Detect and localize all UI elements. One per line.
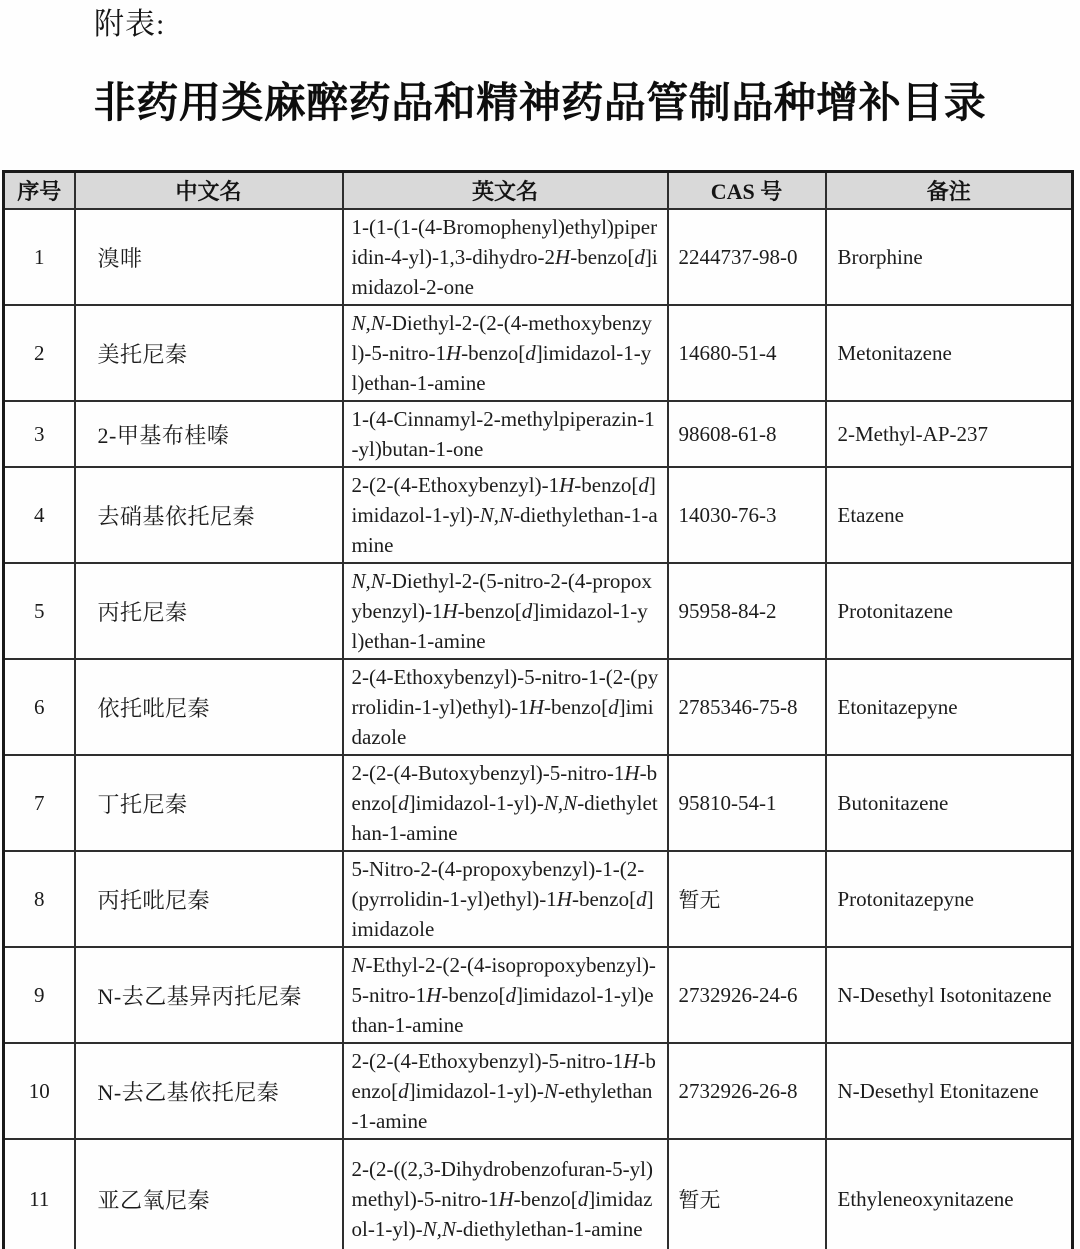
english-name-cell: 1-(4-Cinnamyl-2-methylpiperazin-1-yl)butan-1-one	[343, 401, 668, 467]
table-row	[4, 947, 1073, 1043]
cas-number-cell: 98608-61-8	[668, 401, 826, 467]
header-cell-number: 序号	[4, 172, 75, 210]
chinese-name-cell: 亚乙氧尼秦	[75, 1139, 343, 1249]
cas-number-cell: 2732926-24-6	[668, 947, 826, 1043]
cas-number-cell: 暂无	[668, 1139, 826, 1249]
remark-cell: Etonitazepyne	[826, 659, 1073, 755]
catalog-table-body	[4, 209, 1073, 1249]
remark-cell: Butonitazene	[826, 755, 1073, 851]
english-name-cell: N-Ethyl-2-(2-(4-isopropoxybenzyl)-5-nitro-1H-benzo[d]imidazol-1-yl)ethan-1-amine	[343, 947, 668, 1043]
row-number-cell: 5	[4, 563, 75, 659]
cas-number-cell: 95958-84-2	[668, 563, 826, 659]
chinese-name-cell: 丙托吡尼秦	[75, 851, 343, 947]
row-number-cell: 1	[4, 209, 75, 305]
english-name-cell: 2-(2-(4-Ethoxybenzyl)-1H-benzo[d]imidazol-1-yl)-N,N-diethylethan-1-amine	[343, 467, 668, 563]
remark-cell: 2-Methyl-AP-237	[826, 401, 1073, 467]
english-name-cell: 1-(1-(1-(4-Bromophenyl)ethyl)piperidin-4-yl)-1,3-dihydro-2H-benzo[d]imidazol-2-one	[343, 209, 668, 305]
header-cell-chinese-name: 中文名	[75, 172, 343, 210]
row-number-cell: 6	[4, 659, 75, 755]
header-cell-english-name: 英文名	[343, 172, 668, 210]
table-row	[4, 1139, 1073, 1249]
remark-cell: Etazene	[826, 467, 1073, 563]
remark-cell: Metonitazene	[826, 305, 1073, 401]
table-row	[4, 659, 1073, 755]
english-name-cell: 5-Nitro-2-(4-propoxybenzyl)-1-(2-(pyrrolidin-1-yl)ethyl)-1H-benzo[d]imidazole	[343, 851, 668, 947]
row-number-cell: 8	[4, 851, 75, 947]
english-name-cell: 2-(4-Ethoxybenzyl)-5-nitro-1-(2-(pyrrolidin-1-yl)ethyl)-1H-benzo[d]imidazole	[343, 659, 668, 755]
row-number-cell: 10	[4, 1043, 75, 1139]
table-row	[4, 755, 1073, 851]
row-number-cell: 7	[4, 755, 75, 851]
row-number-cell: 4	[4, 467, 75, 563]
row-number-cell: 2	[4, 305, 75, 401]
remark-cell: Protonitazene	[826, 563, 1073, 659]
remark-cell: Brorphine	[826, 209, 1073, 305]
english-name-cell: N,N-Diethyl-2-(2-(4-methoxybenzyl)-5-nitro-1H-benzo[d]imidazol-1-yl)ethan-1-amine	[343, 305, 668, 401]
table-row	[4, 467, 1073, 563]
chinese-name-cell: N-去乙基依托尼秦	[75, 1043, 343, 1139]
header-cell-remark: 备注	[826, 172, 1073, 210]
catalog-table	[2, 170, 1074, 1249]
remark-cell: Protonitazepyne	[826, 851, 1073, 947]
remark-cell: N-Desethyl Etonitazene	[826, 1043, 1073, 1139]
cas-number-cell: 2785346-75-8	[668, 659, 826, 755]
chinese-name-cell: N-去乙基异丙托尼秦	[75, 947, 343, 1043]
header-row	[4, 172, 1073, 210]
row-number-cell: 3	[4, 401, 75, 467]
chinese-name-cell: 2-甲基布桂嗪	[75, 401, 343, 467]
chinese-name-cell: 丁托尼秦	[75, 755, 343, 851]
table-row	[4, 401, 1073, 467]
table-row	[4, 209, 1073, 305]
remark-cell: Ethyleneoxynitazene	[826, 1139, 1073, 1249]
chinese-name-cell: 美托尼秦	[75, 305, 343, 401]
english-name-cell: 2-(2-((2,3-Dihydrobenzofuran-5-yl)methyl)-5-nitro-1H-benzo[d]imidazol-1-yl)-N,N-diethylethan-1-amine	[343, 1139, 668, 1249]
cas-number-cell: 2732926-26-8	[668, 1043, 826, 1139]
header-cell-cas-number: CAS 号	[668, 172, 826, 210]
remark-cell: N-Desethyl Isotonitazene	[826, 947, 1073, 1043]
cas-number-cell: 2244737-98-0	[668, 209, 826, 305]
chinese-name-cell: 丙托尼秦	[75, 563, 343, 659]
cas-number-cell: 95810-54-1	[668, 755, 826, 851]
cas-number-cell: 暂无	[668, 851, 826, 947]
english-name-cell: 2-(2-(4-Butoxybenzyl)-5-nitro-1H-benzo[d]imidazol-1-yl)-N,N-diethylethan-1-amine	[343, 755, 668, 851]
cas-number-cell: 14680-51-4	[668, 305, 826, 401]
english-name-cell: N,N-Diethyl-2-(5-nitro-2-(4-propoxybenzyl)-1H-benzo[d]imidazol-1-yl)ethan-1-amine	[343, 563, 668, 659]
chinese-name-cell: 依托吡尼秦	[75, 659, 343, 755]
row-number-cell: 9	[4, 947, 75, 1043]
attachment-label: 附表:	[94, 8, 166, 41]
table-row	[4, 1043, 1073, 1139]
chinese-name-cell: 溴啡	[75, 209, 343, 305]
cas-number-cell: 14030-76-3	[668, 467, 826, 563]
table-row	[4, 563, 1073, 659]
row-number-cell: 11	[4, 1139, 75, 1249]
chinese-name-cell: 去硝基依托尼秦	[75, 467, 343, 563]
table-row	[4, 851, 1073, 947]
english-name-cell: 2-(2-(4-Ethoxybenzyl)-5-nitro-1H-benzo[d]imidazol-1-yl)-N-ethylethan-1-amine	[343, 1043, 668, 1139]
catalog-table-header	[4, 172, 1073, 210]
page-title: 非药用类麻醉药品和精神药品管制品种增补目录	[93, 81, 987, 127]
table-row	[4, 305, 1073, 401]
